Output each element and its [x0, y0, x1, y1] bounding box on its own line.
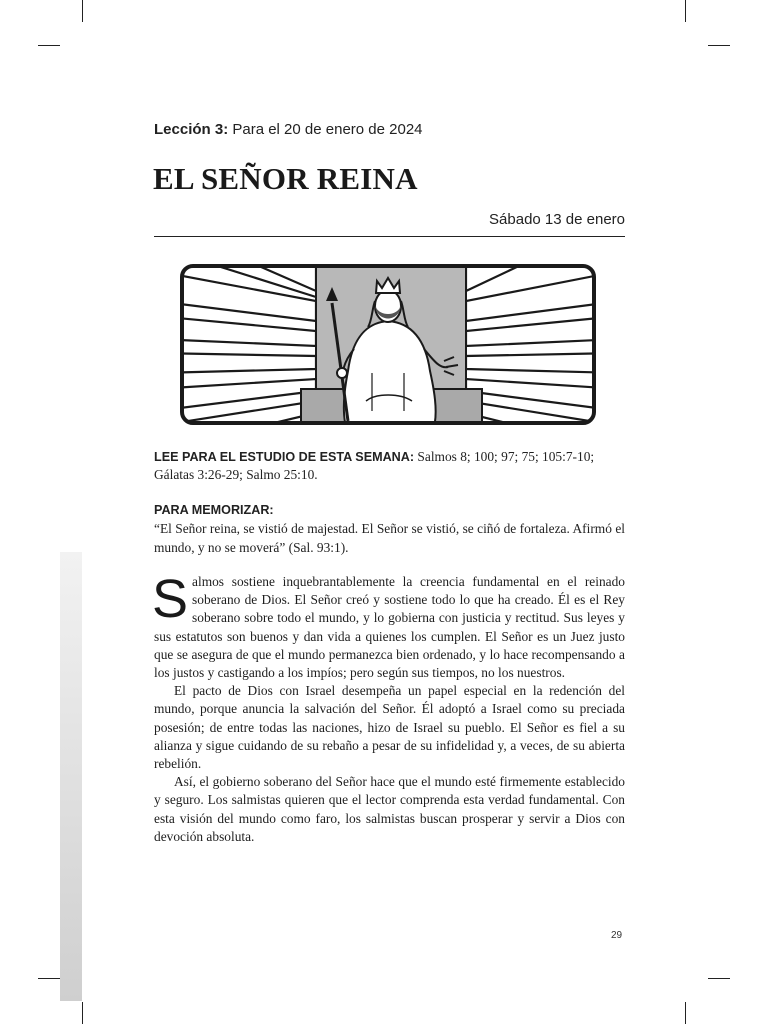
page-title: EL SEÑOR REINA [153, 161, 418, 196]
king-on-throne-illustration [176, 261, 600, 433]
body-paragraph-3: Así, el gobierno soberano del Señor hace que el mundo esté firmemente establecido y seguro. Los salmistas quieren que el lector comprenda esta verdad fundamental. Con esta visión del mundo como faro, los salmistas buscan prosperar y servir a Dios con devoción absoluta. [154, 774, 625, 844]
memorize-label: PARA MEMORIZAR: [154, 503, 274, 517]
crop-mark [685, 1002, 686, 1024]
crop-mark [82, 0, 83, 22]
lesson-label: Lección 3: [154, 121, 229, 138]
reading-label: LEE PARA EL ESTUDIO DE ESTA SEMANA: [154, 450, 415, 464]
crop-mark [708, 45, 730, 46]
memory-verse: “El Señor reina, se vistió de majestad. El Señor se vistió, se ciñó de fortaleza. Afirmó el mundo, y no se moverá” (Sal. 93:1). [154, 521, 625, 555]
lesson-date: Para el 20 de enero de 2024 [232, 121, 423, 138]
body-paragraph-1 [152, 569, 625, 682]
page-gutter-shadow [60, 552, 82, 1001]
lesson-heading [154, 121, 423, 138]
crop-mark [38, 45, 60, 46]
body-paragraph-1-text: almos sostiene inquebrantablemente la creencia fundamental en el reinado soberano de Dios. El Señor creó y sostiene todo lo que ha creado. Él es el Rey soberano sobre todo el mundo, y lo gobierna con justicia y rectitud. Sus leyes y sus estatutos son buenos y dan vida a quienes los cumplen. El Señor es un Juez justo que se asegura de que el mundo permanezca bien ordenado, y lo hace recompensando a los justos y castigando a los impíos; pero según sus tiempos, no los nuestros. [154, 574, 625, 681]
crop-mark [38, 978, 60, 979]
page-number: 29 [611, 930, 623, 941]
lesson-body [152, 569, 625, 846]
day-label: Sábado 13 de enero [489, 211, 625, 228]
drop-cap: S [152, 569, 189, 629]
header-divider [154, 236, 625, 237]
reading-refs: Salmos 8; 100; 97; 75; 105:7-10; Gálatas 3:26-29; Salmo 25:10. [154, 449, 595, 482]
crop-mark [82, 1002, 83, 1024]
reading-section [154, 448, 625, 484]
crop-mark [685, 0, 686, 22]
body-paragraph-2: El pacto de Dios con Israel desempeña un papel especial en la redención del mundo, porque anuncia la salvación del Señor. Él adoptó a Israel como su preciada posesión; de entre todas las naciones, hizo de Israel su pueblo. El Señor es fiel a su alianza y sigue cuidando de su rebaño a pesar de su infidelidad y, a veces, de su abierta rebelión. [154, 683, 625, 772]
crop-mark [708, 978, 730, 979]
